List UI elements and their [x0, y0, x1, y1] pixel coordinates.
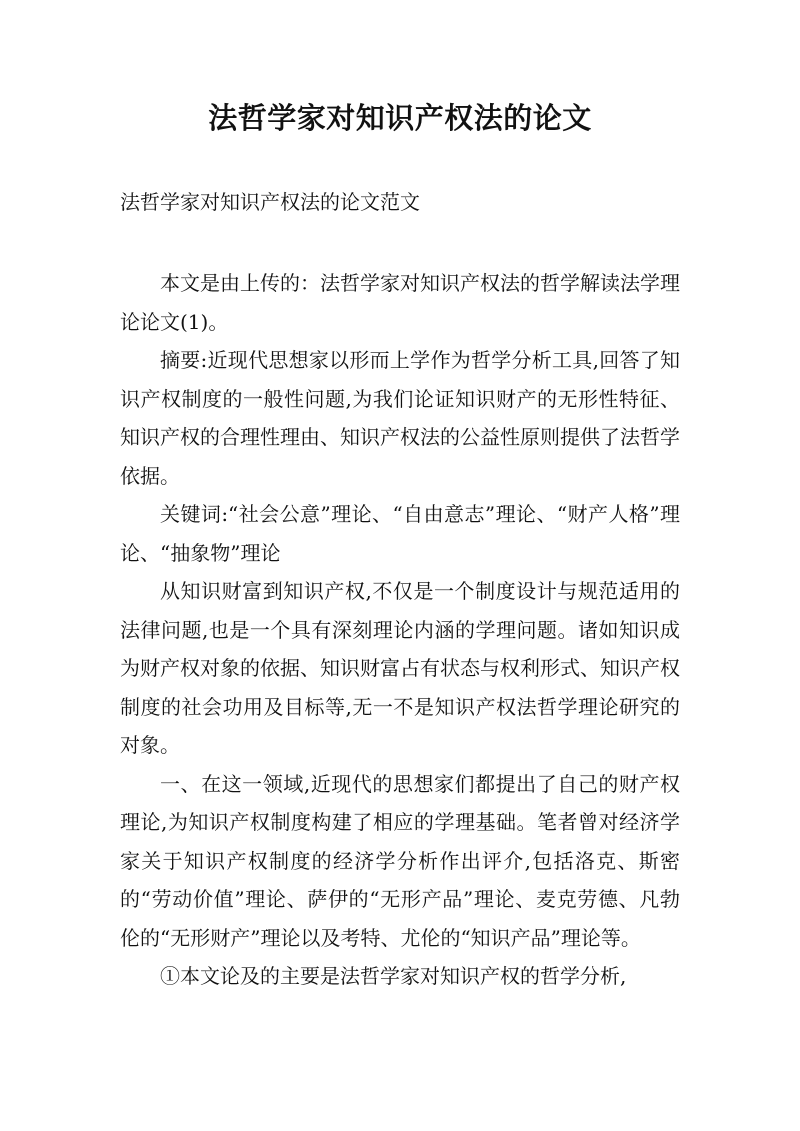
document-title: 法哲学家对知识产权法的论文 — [208, 101, 592, 135]
paragraph-footnote-start: ①本文论及的主要是法哲学家对知识产权的哲学分析, — [160, 964, 627, 988]
document-body — [120, 264, 680, 996]
document-subtitle: 法哲学家对知识产权法的论文范文 — [120, 190, 420, 214]
paragraph-section-one: 一、在这一领域,近现代的思想家们都提出了自己的财产权理论,为知识产权制度构建了相应的学理基础。笔者曾对经济学家关于知识产权制度的经济学分析作出评介,包括洛克、斯密的“劳动价值”理论、萨伊的“无形产品”理论、麦克劳德、凡勃伦的“无形财产”理论以及考特、尤伦的“知识产品”理论等。 — [120, 771, 680, 950]
paragraph-abstract: 摘要:近现代思想家以形而上学作为哲学分析工具,回答了知识产权制度的一般性问题,为我们论证知识财产的无形性特征、知识产权的合理性理由、知识产权法的公益性原则提供了法哲学依据。 — [120, 348, 680, 488]
paragraph-introduction: 从知识财富到知识产权,不仅是一个制度设计与规范适用的法律问题,也是一个具有深刻理论内涵的学理问题。诸如知识成为财产权对象的依据、知识财富占有状态与权利形式、知识产权制度的社会功用及目标等,无一不是知识产权法哲学理论研究的对象。 — [120, 579, 680, 757]
paragraph-keywords: 关键词:“社会公意”理论、“自由意志”理论、“财产人格”理论、“抽象物”理论 — [120, 502, 680, 565]
paragraph-source-note: 本文是由上传的：法哲学家对知识产权法的哲学解读法学理论论文(1)。 — [120, 271, 680, 334]
